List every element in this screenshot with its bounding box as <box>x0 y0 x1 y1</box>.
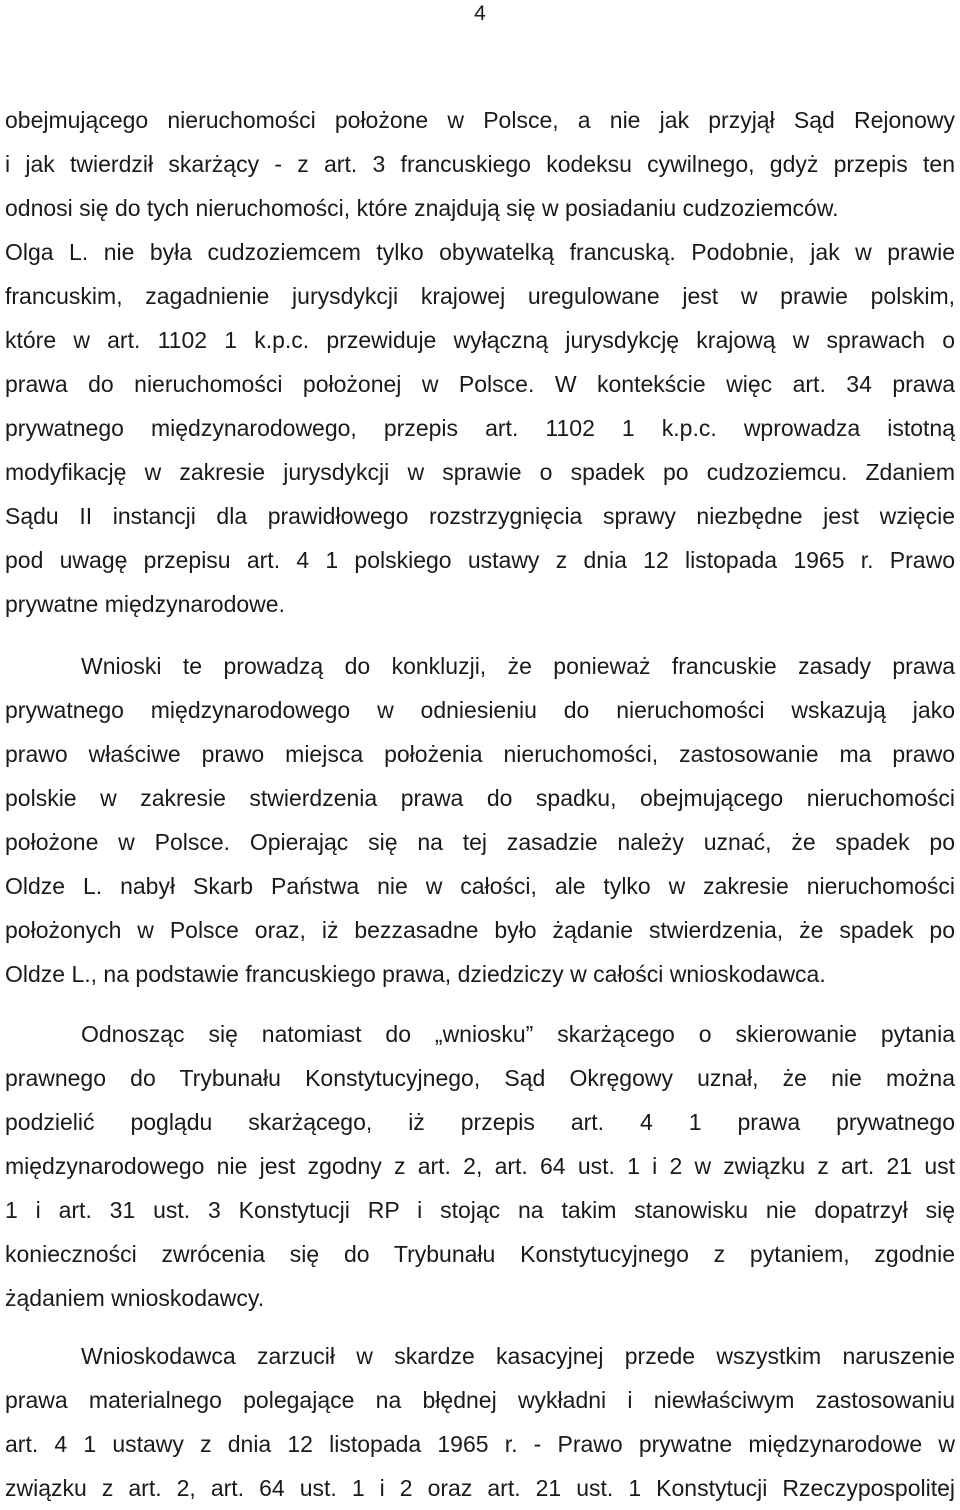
text-line: francuskim, zagadnienie jurysdykcji krajowej uregulowane jest w prawie polskim, <box>5 283 955 309</box>
text-line: podzielić poglądu skarżącego, iż przepis art. 4 1 prawa prywatnego <box>5 1109 955 1135</box>
text-line: konieczności zwrócenia się do Trybunału Konstytucyjnego z pytaniem, zgodnie <box>5 1241 955 1267</box>
text-line: 1 i art. 31 ust. 3 Konstytucji RP i stojąc na takim stanowisku nie dopatrzył się <box>5 1197 955 1223</box>
text-line: prywatne międzynarodowe. <box>5 591 285 617</box>
text-line: Odnosząc się natomiast do „wniosku” skarżącego o skierowanie pytania <box>81 1021 955 1047</box>
text-line: Oldze L., na podstawie francuskiego prawa, dziedziczy w całości wnioskodawca. <box>5 961 826 987</box>
text-line: Wnioskodawca zarzucił w skardze kasacyjnej przede wszystkim naruszenie <box>81 1343 955 1369</box>
text-line: i jak twierdził skarżący - z art. 3 francuskiego kodeksu cywilnego, gdyż przepis ten <box>5 151 955 177</box>
text-line: międzynarodowego nie jest zgodny z art. 2, art. 64 ust. 1 i 2 w związku z art. 21 ust <box>5 1153 955 1179</box>
paragraph-1 <box>5 98 955 626</box>
text-line: prawo właściwe prawo miejsca położenia nieruchomości, zastosowanie ma prawo <box>5 741 955 767</box>
text-line: prawnego do Trybunału Konstytucyjnego, Sąd Okręgowy uznał, że nie można <box>5 1065 955 1091</box>
paragraph-2 <box>5 644 955 996</box>
text-line: żądaniem wnioskodawcy. <box>5 1285 265 1311</box>
text-line: Wnioski te prowadzą do konkluzji, że ponieważ francuskie zasady prawa <box>81 653 955 679</box>
paragraph-3 <box>5 1012 955 1320</box>
text-line: związku z art. 2, art. 64 ust. 1 i 2 oraz art. 21 ust. 1 Konstytucji Rzeczypospolitej <box>5 1475 955 1501</box>
text-line: modyfikację w zakresie jurysdykcji w sprawie o spadek po cudzoziemcu. Zdaniem <box>5 459 955 485</box>
text-line: położonych w Polsce oraz, iż bezzasadne było żądanie stwierdzenia, że spadek po <box>5 917 955 943</box>
text-line: polskie w zakresie stwierdzenia prawa do spadku, obejmującego nieruchomości <box>5 785 955 811</box>
text-line: Olga L. nie była cudzoziemcem tylko obywatelką francuską. Podobnie, jak w prawie <box>5 239 955 265</box>
paragraph-4 <box>5 1334 955 1510</box>
text-line: prawa do nieruchomości położonej w Polsce. W kontekście więc art. 34 prawa <box>5 371 955 397</box>
text-line: Sądu II instancji dla prawidłowego rozstrzygnięcia sprawy niezbędne jest wzięcie <box>5 503 955 529</box>
text-line: prywatnego międzynarodowego w odniesieniu do nieruchomości wskazują jako <box>5 697 955 723</box>
text-line: pod uwagę przepisu art. 4 1 polskiego ustawy z dnia 12 listopada 1965 r. Prawo <box>5 547 955 573</box>
text-line: prywatnego międzynarodowego, przepis art. 1102 1 k.p.c. wprowadza istotną <box>5 415 955 441</box>
text-line: art. 4 1 ustawy z dnia 12 listopada 1965 r. - Prawo prywatne międzynarodowe w <box>5 1431 955 1457</box>
text-line: odnosi się do tych nieruchomości, które znajdują się w posiadaniu cudzoziemców. <box>5 195 839 221</box>
text-line: Oldze L. nabył Skarb Państwa nie w całości, ale tylko w zakresie nieruchomości <box>5 873 955 899</box>
text-line: obejmującego nieruchomości położone w Polsce, a nie jak przyjął Sąd Rejonowy <box>5 107 955 133</box>
text-line: położone w Polsce. Opierając się na tej zasadzie należy uznać, że spadek po <box>5 829 955 855</box>
text-line: które w art. 1102 1 k.p.c. przewiduje wyłączną jurysdykcję krajową w sprawach o <box>5 327 955 353</box>
page-number: 4 <box>474 2 486 25</box>
text-line: prawa materialnego polegające na błędnej wykładni i niewłaściwym zastosowaniu <box>5 1387 955 1413</box>
